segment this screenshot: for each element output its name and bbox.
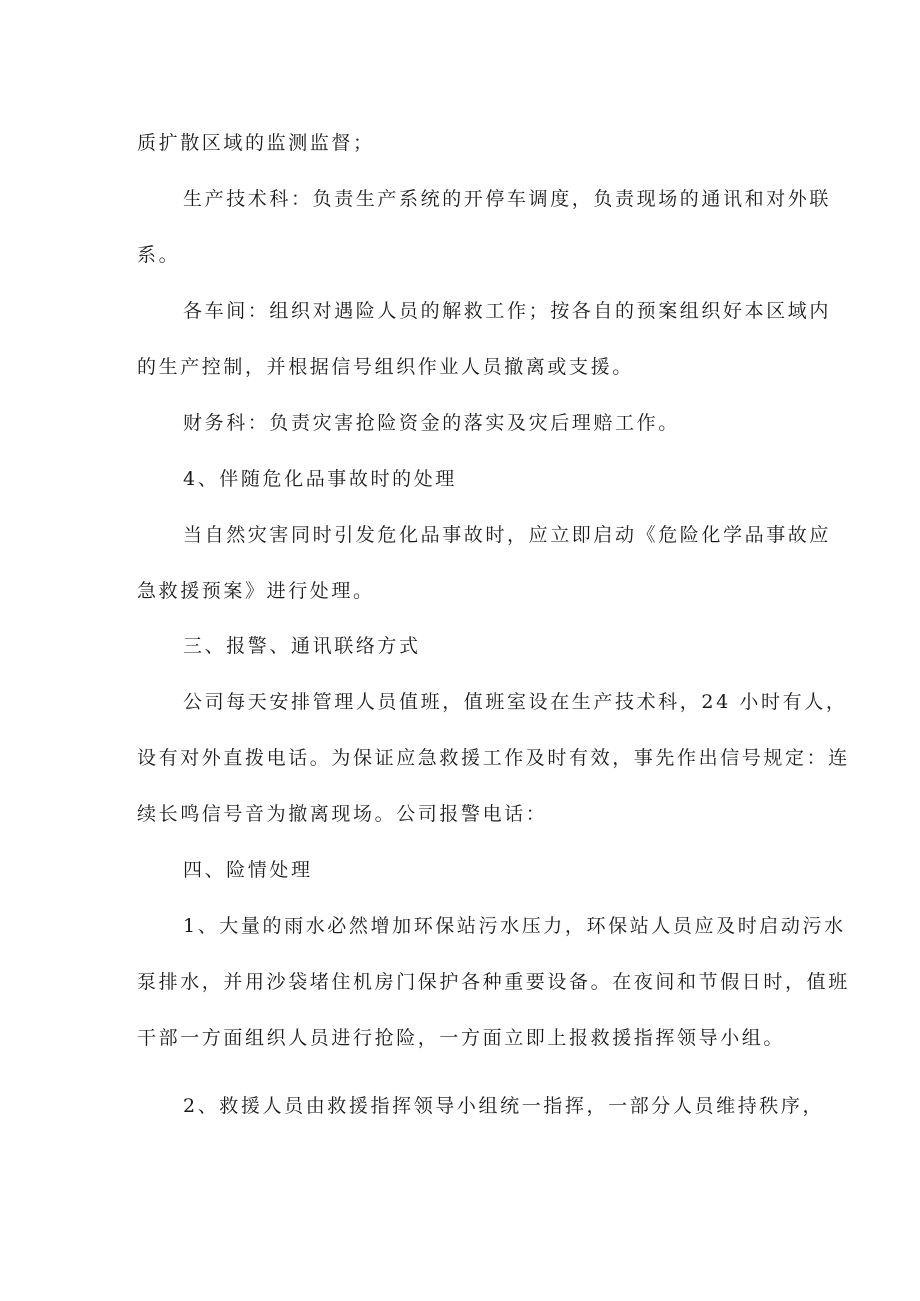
text-line-rainwater-item: 1、大量的雨水必然增加环保站污水压力，环保站人员应及时启动污水: [183, 915, 846, 937]
section-heading-emergency-handling: 四、险情处理: [183, 859, 313, 881]
text-line-hazchem-response: 当自然灾害同时引发危化品事故时，应立即启动《危险化学品事故应: [183, 524, 832, 546]
text-line-production-tech-dept-cont: 系。: [137, 244, 181, 266]
text-line-rescue-personnel-item: 2、救援人员由救援指挥领导小组统一指挥，一部分人员维持秩序，: [183, 1095, 825, 1117]
text-line-workshops-cont: 的生产控制，并根据信号组织作业人员撤离或支援。: [137, 356, 634, 378]
section-heading-hazchem-accident: 4、伴随危化品事故时的处理: [183, 468, 457, 490]
text-line-alarm-signal: 续长鸣信号音为撤离现场。公司报警电话：: [137, 803, 548, 825]
text-line-hazchem-response-cont: 急救援预案》进行处理。: [137, 580, 375, 602]
text-line-rainwater-item-cont: 泵排水，并用沙袋堵住机房门保护各种重要设备。在夜间和节假日时，值班: [137, 971, 850, 993]
text-line-production-tech-dept: 生产技术科：负责生产系统的开停车调度，负责现场的通讯和对外联: [183, 188, 832, 210]
section-heading-alarm-communication: 三、报警、通讯联络方式: [183, 635, 421, 657]
text-line-workshops: 各车间：组织对遇险人员的解救工作；按各自的预案组织好本区域内: [183, 300, 832, 322]
text-line-dispersion-monitoring: 质扩散区域的监测监督；: [137, 132, 375, 154]
text-line-finance-dept: 财务科：负责灾害抢险资金的落实及灾后理赔工作。: [183, 412, 680, 434]
text-line-duty-arrangement: 公司每天安排管理人员值班，值班室设在生产技术科，24 小时有人，: [183, 691, 848, 713]
text-line-rainwater-item-cont-2: 干部一方面组织人员进行抢险，一方面立即上报救援指挥领导小组。: [137, 1027, 786, 1049]
text-line-duty-arrangement-cont: 设有对外直拨电话。为保证应急救援工作及时有效，事先作出信号规定：连: [137, 747, 850, 769]
